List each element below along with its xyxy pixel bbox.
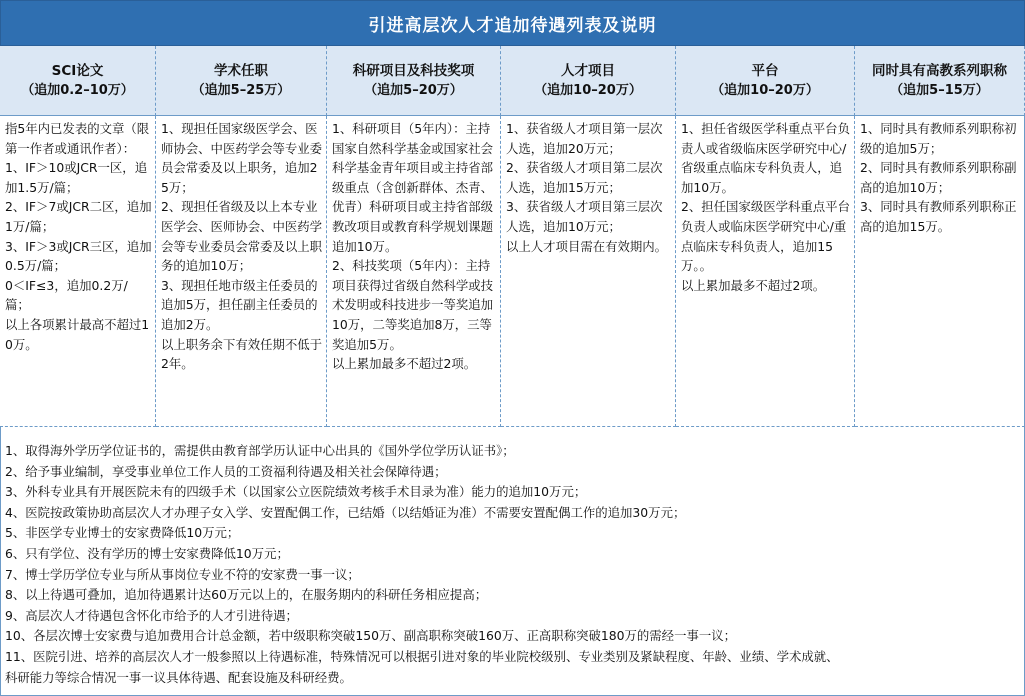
- cell-talent-program-details: 1、获省级人才项目第一层次人选，追加20万元； 2、获省级人才项目第二层次人选，追加15万元； 3、获省级人才项目第三层次人选，追加10万元； 以上人才项目需在有效期内。: [501, 116, 676, 427]
- note-item: 科研能力等综合情况一事一议具体待遇、配套设施及科研经费。: [5, 669, 352, 685]
- cell-teacher-title-details: 1、同时具有教师系列职称初级的追加5万； 2、同时具有教师系列职称副高的追加10万； 3、同时具有教师系列职称正高的追加15万。: [855, 116, 1025, 427]
- column-header-range: （追加0.2–10万）: [21, 82, 134, 98]
- table-title: 引进高层次人才追加待遇列表及说明: [0, 0, 1025, 46]
- column-header-label: 科研项目及科技奖项: [352, 62, 475, 79]
- cell-platform-details: 1、担任省级医学科重点平台负责人或省级临床医学研究中心/省级重点临床专科负责人，追加10万。 2、担任国家级医学科重点平台负责人或临床医学研究中心/重点临床专科负责人，追加15万。。 以上累加最多不超过2项。: [676, 116, 855, 427]
- note-item: 9、高层次人才待遇包含怀化市给予的人才引进待遇；: [5, 607, 298, 623]
- column-header-label: 同时具有高教系列职称: [872, 62, 1007, 79]
- column-header-sci: [0, 46, 156, 116]
- column-header-research-awards: [327, 46, 501, 116]
- cell-research-awards-details: 1、科研项目（5年内）：主持国家自然科学基金或国家社会科学基金青年项目或主持省部级重点（含创新群体、杰青、优青）科研项目或主持省部级教改项目或教育科学规划课题追加10万。 2、科技奖项（5年内）：主持项目获得过省级自然科学或技术发明或科技进步一等奖追加10万，二等奖追加8万，三等奖追加5万。 以上累加最多不超过2项。: [327, 116, 501, 427]
- note-item: 4、医院按政策协助高层次人才办理子女入学、安置配偶工作，已结婚（以结婚证为准）不需要安置配偶工作的追加30万元；: [5, 504, 686, 520]
- cell-academic-post-details: 1、现担任国家级医学会、医师协会、中医药学会等专业委员会常委及以上职务，追加25万； 2、现担任省级及以上本专业医学会、医师协会、中医药学会等专业委员会常委及以上职务的追加10万； 3、现担任地市级主任委员的追加5万，担任副主任委员的追加2万。 以上职务余下有效任期不低于2年。: [156, 116, 327, 427]
- column-header-platform: [676, 46, 855, 116]
- note-item: 11、医院引进、培养的高层次人才一般参照以上待遇标准，特殊情况可以根据引进对象的毕业院校级别、专业类别及紧缺程度、年龄、业绩、学术成就、: [5, 648, 839, 664]
- column-header-range: （追加5–25万）: [191, 82, 291, 98]
- column-header-academic-post: [156, 46, 327, 116]
- note-item: 3、外科专业具有开展医院未有的四级手术（以国家公立医院绩效考核手术目录为准）能力的追加10万元；: [5, 484, 587, 500]
- column-header-range: （追加10–20万）: [711, 82, 819, 98]
- column-header-range: （追加5–15万）: [890, 82, 989, 98]
- column-header-range: （追加5–20万）: [364, 82, 463, 98]
- note-item: 1、取得海外学历学位证书的，需提供由教育部学历认证中心出具的《国外学位学历认证书》；: [5, 443, 515, 458]
- note-item: 8、以上待遇可叠加，追加待遇累计达60万元以上的，在服务期内的科研任务相应提高；: [5, 587, 488, 603]
- column-header-teacher-title: [855, 46, 1025, 116]
- note-item: 2、给予事业编制，享受事业单位工作人员的工资福利待遇及相关社会保障待遇；: [5, 463, 447, 479]
- cell-sci-details: 指5年内已发表的文章（限第一作者或通讯作者）： 1、IF＞10或JCR一区，追加1.5万/篇； 2、IF＞7或JCR二区，追加1万/篇； 3、IF＞3或JCR三区，追加0.5万/篇； 0＜IF≤3，追加0.2万/篇； 以上各项累计最高不超过10万。: [0, 116, 156, 427]
- column-header-label: 人才项目: [561, 62, 615, 79]
- benefits-table: [0, 46, 1025, 427]
- note-item: 6、只有学位、没有学历的博士安家费降低10万元；: [5, 545, 289, 561]
- note-item: 7、博士学历学位专业与所从事岗位专业不符的安家费一事一议；: [5, 566, 360, 582]
- column-header-talent-program: [501, 46, 676, 116]
- column-header-range: （追加10–20万）: [534, 82, 642, 98]
- column-header-label: 平台: [751, 62, 779, 79]
- notes-section: [0, 427, 1025, 696]
- column-header-label: SCI论文: [51, 62, 104, 79]
- note-item: 5、非医学专业博士的安家费降低10万元；: [5, 525, 240, 541]
- note-item: 10、各层次博士安家费与追加费用合计总金额，若中级职称突破150万、副高职称突破160万、正高职称突破180万的需经一事一议；: [5, 628, 737, 644]
- column-header-label: 学术任职: [214, 62, 268, 79]
